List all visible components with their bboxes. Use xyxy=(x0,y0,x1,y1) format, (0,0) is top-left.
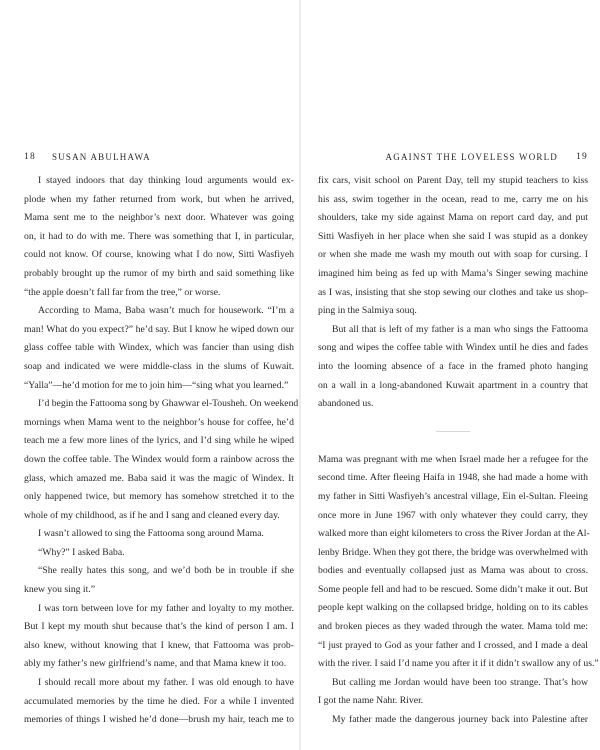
text-line: soap and indicated we were middle-class in the slums of Kuwait. xyxy=(24,360,294,372)
text-line: plode when my father returned from work, but when he arrived, xyxy=(24,193,294,205)
text-line: Mama was pregnant with me when Israel made her a refugee for the xyxy=(318,453,588,465)
text-line: second time. After fleeing Haifa in 1948, she had made a home with xyxy=(318,472,588,484)
text-line: According to Mama, Baba wasn’t much for housework. “I’m a xyxy=(38,305,294,317)
text-line: into the looming absence of a face in the framed photo hanging xyxy=(318,360,588,372)
text-line: people kept walking on the collapsed bridge, holding on to its cables xyxy=(318,602,588,614)
text-line: my father in Sitti Wasfiyeh’s ancestral village, Ein el-Sultan. Fleeing xyxy=(318,490,588,502)
text-line: I got the name Nahr. River. xyxy=(318,695,424,707)
text-line: whole of my childhood, as if he and I sang and cleaned every day. xyxy=(24,509,280,521)
text-line: teach me a few more lines of the lyrics, and I’d sing while he wiped xyxy=(24,435,294,447)
text-line: I was torn between love for my father and loyalty to my mother. xyxy=(38,602,294,614)
section-break xyxy=(318,414,588,451)
text-line: “I just prayed to God as your father and I crossed, and I made a deal xyxy=(318,639,588,651)
text-line: song and wipes the coffee table with Windex until he dies and fades xyxy=(318,342,588,354)
text-line: memories of things I wished he’d done—brush my hair, teach me to xyxy=(24,714,294,726)
text-line: “Yalla”—he’d motion for me to join him—“sing what you learned.” xyxy=(24,379,289,391)
text-line: with the river. I said I’d name you after it if it didn’t swallow any of us.” xyxy=(318,658,599,670)
text-line: accumulated memories by the time he died. For a while I invented xyxy=(24,695,294,707)
text-line: bodies and eventually collapsed just as Mama was about to cross. xyxy=(318,565,588,577)
text-line: fix cars, visit school on Parent Day, tell my stupid teachers to kiss xyxy=(318,175,588,186)
text-line: But I kept my mouth shut because that’s the kind of person I am. I xyxy=(24,621,294,633)
text-line: But calling me Jordan would have been too strange. That’s how xyxy=(332,676,588,688)
text-line: down the coffee table. The Windex would form a rainbow across the xyxy=(24,453,294,465)
text-line: “Why?” I asked Baba. xyxy=(38,546,125,558)
right-section-before-break xyxy=(318,172,588,414)
text-line: mornings when Mama went to the neighbor’s house for coffee, he’d xyxy=(24,416,294,428)
text-line: and broken pieces as they waded through the water. Mama told me: xyxy=(318,621,588,633)
text-line: could not know. Of course, knowing what I do now, Sitti Wasfiyeh xyxy=(24,249,294,261)
left-running-head xyxy=(24,152,294,166)
text-line: as I was, insisting that she stop sewing our clothes and take us shop- xyxy=(318,286,588,298)
text-line: on, it had to do with me. There was something that I, in particular, xyxy=(24,230,294,242)
text-line: I wasn’t allowed to sing the Fattooma song around Mama. xyxy=(38,528,264,540)
right-page-body xyxy=(318,172,599,730)
text-line: ping in the Salmiya souq. xyxy=(318,305,417,317)
text-line: abandoned us. xyxy=(318,398,374,410)
right-header-title: AGAINST THE LOVELESS WORLD xyxy=(385,152,558,162)
text-line: glass, which amazed me. Baba said it was the magic of Windex. It xyxy=(24,472,294,484)
text-line: man! What do you expect?” he’d say. But I know he wiped down our xyxy=(24,323,294,335)
text-line: I stayed indoors that day thinking loud arguments would ex- xyxy=(38,175,294,186)
text-line: imagined him being as fed up with Mama’s Singer sewing machine xyxy=(318,267,588,279)
right-section-after-break xyxy=(318,451,599,730)
text-line: I’d begin the Fattooma song by Ghawwar el-Tousheh. On weekend xyxy=(38,398,299,410)
text-line: glass coffee table with Windex, which was fancier than using dish xyxy=(24,342,294,354)
text-line: lenby Bridge. When they got there, the bridge was overwhelmed with xyxy=(318,546,588,558)
text-line: on a wall in a long-abandoned Kuwait apartment in a country that xyxy=(318,379,588,391)
text-line: “the apple doesn’t fall far from the tree,” or worse. xyxy=(24,286,221,298)
text-line: Mama sent me to the neighbor’s next door. Whatever was going xyxy=(24,212,294,224)
text-line: ably my father’s new girlfriend’s name, and that Mama knew it too. xyxy=(24,658,287,670)
right-page-number: 19 xyxy=(576,152,588,162)
left-page-body xyxy=(24,172,299,730)
text-line: his ass, swim together in the ocean, read to me, carry me on his xyxy=(318,193,588,205)
text-line: once more in June 1967 with only whatever they could carry, they xyxy=(318,509,588,521)
left-page-number: 18 xyxy=(24,152,36,162)
section-break-rule xyxy=(436,431,470,432)
text-line: knew you sing it.” xyxy=(24,584,96,596)
text-line: I should recall more about my father. I was old enough to have xyxy=(38,677,294,689)
text-line: Sitti Wasfiyeh in her place when she said I was stupid as a donkey xyxy=(318,230,588,242)
text-line: or when she made me wash my mouth out with soap for cursing. I xyxy=(318,249,588,261)
left-header-author: SUSAN ABULHAWA xyxy=(52,152,151,162)
text-line: shoulders, take my side against Mama on report card day, and put xyxy=(318,212,588,224)
text-line: also knew, without knowing that I knew, that Fattooma was prob- xyxy=(24,639,294,651)
gutter-shadow xyxy=(299,0,301,750)
text-line: walked more than eight kilometers to cross the River Jordan at the Al- xyxy=(318,528,590,540)
text-line: only happened twice, but memory has somehow stretched it to the xyxy=(24,491,294,503)
text-line: probably brought up the rumor of my birth and said something like xyxy=(24,267,294,279)
right-running-head xyxy=(318,152,588,166)
text-line: Some people fell and had to be rescued. Some didn’t make it out. But xyxy=(318,583,588,595)
text-line: My father made the dangerous journey back into Palestine after xyxy=(332,714,588,726)
text-line: “She really hates this song, and we’d both be in trouble if she xyxy=(38,565,294,577)
text-line: But all that is left of my father is a man who sings the Fattooma xyxy=(332,323,588,335)
